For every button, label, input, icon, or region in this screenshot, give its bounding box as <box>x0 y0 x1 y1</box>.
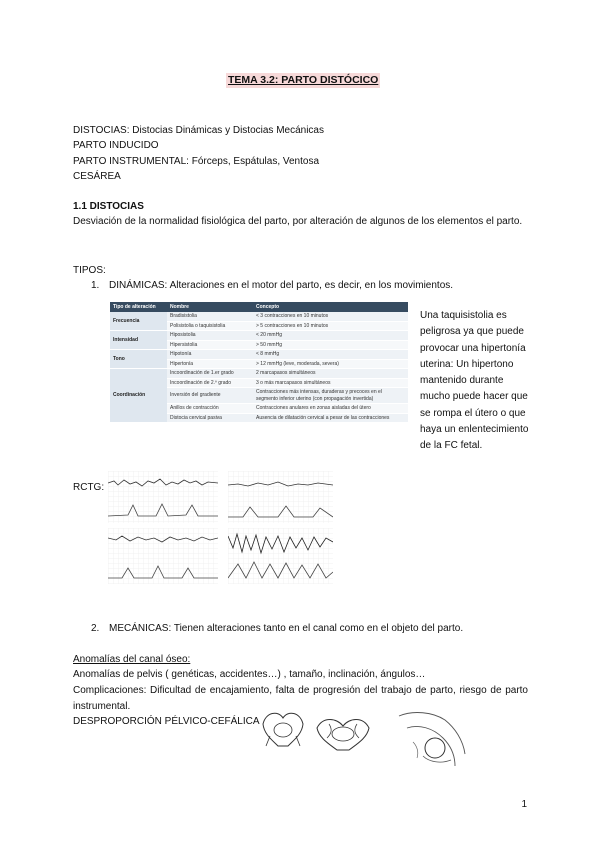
list-number-2: 2. <box>91 623 100 634</box>
definition-paragraph: Desviación de la normalidad fisiológica del parto, por alteración de algunos de los elementos el parto. <box>73 216 523 227</box>
table-cell: Contracciones anulares en zonas aisladas del útero <box>253 404 408 414</box>
table-category: Frecuencia <box>110 312 167 331</box>
table-category: Tono <box>110 350 167 369</box>
table-cell: Polisistolia o taquisistolia <box>167 321 253 331</box>
list-number-1: 1. <box>91 280 100 291</box>
tipos-label: TIPOS: <box>73 265 106 276</box>
table-cell: > 5 contracciones en 10 minutos <box>253 321 408 331</box>
table-cell: < 8 mmHg <box>253 350 408 360</box>
alteraciones-table <box>110 302 408 423</box>
table-cell: Contracciones más intensas, duraderas y precoces en el segmento inferior uterino (con propagación invertida) <box>253 388 408 404</box>
table-header: Concepto <box>253 302 408 312</box>
table-row <box>110 350 408 360</box>
table-cell: Hipertonía <box>167 359 253 369</box>
anomalias-heading: Anomalías del canal óseo: <box>73 654 191 665</box>
table-cell: Hiposistolia <box>167 331 253 341</box>
table-cell: Ausencia de dilatación cervical a pesar de las contracciones <box>253 413 408 423</box>
table-header: Tipo de alteración <box>110 302 167 312</box>
table-category: Intensidad <box>110 331 167 350</box>
rctg-trace-image <box>108 528 218 584</box>
desproporcion-label: DESPROPORCIÓN PÉLVICO-CEFÁLICA <box>73 716 260 727</box>
page-number: 1 <box>521 799 527 810</box>
table-cell: Anillos de contracción <box>167 404 253 414</box>
table-header-row <box>110 302 408 312</box>
table-category: Coordinación <box>110 369 167 423</box>
section-heading-distocias: 1.1 DISTOCIAS <box>73 201 144 212</box>
table-cell: 2 marcapasos simultáneos <box>253 369 408 379</box>
table-cell: Hipotonía <box>167 350 253 360</box>
pelvis-illustration <box>258 706 308 751</box>
table-row <box>110 331 408 341</box>
complicaciones-paragraph: Complicaciones: Dificultad de encajamiento, falta de progresión del trabajo de parto, riesgo de parto instrumental. <box>73 685 528 712</box>
table-row <box>110 369 408 379</box>
page-title: TEMA 3.2: PARTO DISTÓCICO <box>228 74 379 86</box>
mecanicas-item: MECÁNICAS: Tienen alteraciones tanto en el canal como en el objeto del parto. <box>109 623 464 634</box>
table-header: Nombre <box>167 302 253 312</box>
table-cell: > 12 mmHg (leve, moderada, severa) <box>253 359 408 369</box>
table-cell: < 20 mmHg <box>253 331 408 341</box>
table-cell: < 3 contracciones en 10 minutos <box>253 312 408 321</box>
rctg-trace-image <box>228 528 333 584</box>
anomalias-line: Anomalías de pelvis ( genéticas, accidentes…) , tamaño, inclinación, ángulos… <box>73 669 426 680</box>
intro-parto-inducido: PARTO INDUCIDO <box>73 140 159 151</box>
rctg-label: RCTG: <box>73 482 105 493</box>
intro-parto-instrumental: PARTO INSTRUMENTAL: Fórceps, Espátulas, Ventosa <box>73 156 320 167</box>
table-cell: Hipersistolia <box>167 340 253 350</box>
table-cell: > 50 mmHg <box>253 340 408 350</box>
table-cell: 3 o más marcapasos simultáneos <box>253 378 408 388</box>
rctg-trace-image <box>228 471 333 523</box>
table-cell: Inversión del gradiente <box>167 388 253 404</box>
pelvis-illustration <box>393 706 473 770</box>
table-cell: Distocia cervical pasiva <box>167 413 253 423</box>
table-row <box>110 312 408 321</box>
pelvis-illustration <box>313 712 373 754</box>
intro-cesarea: CESÁREA <box>73 171 121 182</box>
side-note: Una taquisistolia es peligrosa ya que puede provocar una hipertonía uterina: Un hipertono mantenido durante mucho puede hacer que se rompa el útero o que haya un enlentecimiento de la FC fetal. <box>420 310 529 452</box>
table-cell: Incoordinación de 2.º grado <box>167 378 253 388</box>
table-cell: Bradisistolia <box>167 312 253 321</box>
rctg-trace-image <box>108 471 218 523</box>
intro-distocias: DISTOCIAS: Distocias Dinámicas y Distocias Mecánicas <box>73 125 324 136</box>
dinamicas-item: DINÁMICAS: Alteraciones en el motor del parto, es decir, en los movimientos. <box>109 280 454 291</box>
table-cell: Incoordinación de 1.er grado <box>167 369 253 379</box>
